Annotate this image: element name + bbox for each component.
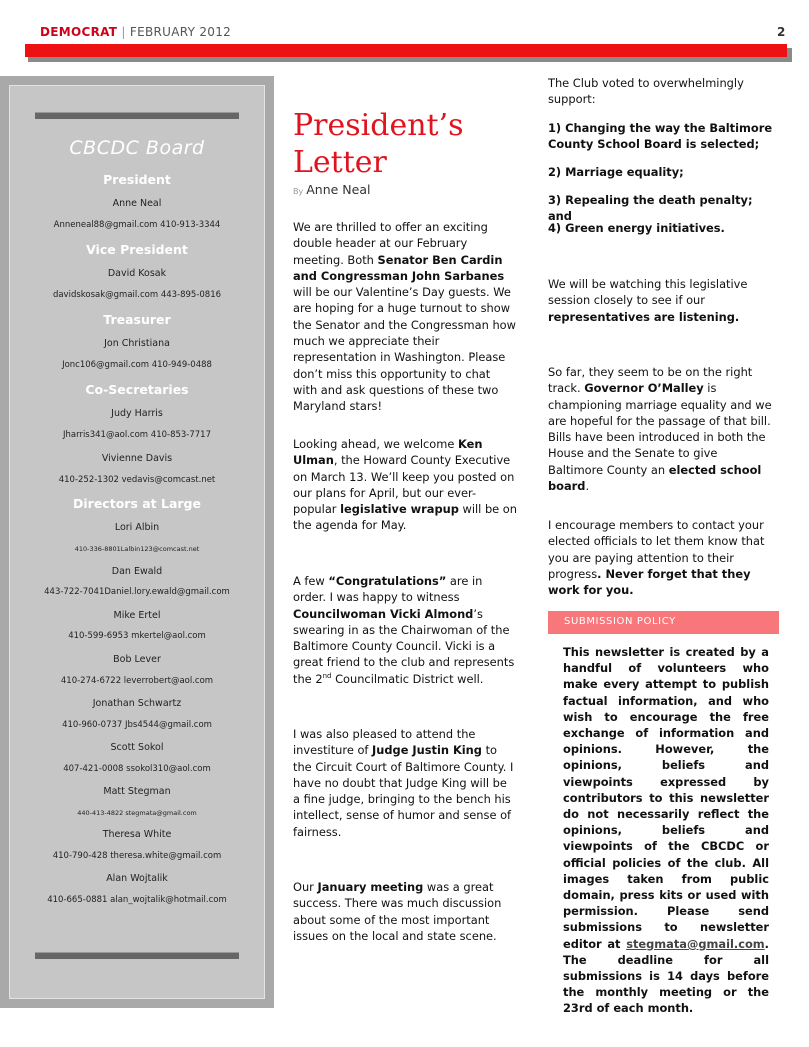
member-contact: 443-722-7041Daniel.lory.ewald@gmail.com [44, 587, 230, 597]
submission-policy-heading: SUBMISSION POLICY [564, 616, 676, 627]
byline [293, 182, 370, 197]
member-name: Jonathan Schwartz [92, 698, 182, 709]
member-contact: 410-665-0881 alan_wojtalik@hotmail.com [47, 895, 227, 905]
member-contact: 407-421-0008 ssokol310@aol.com [63, 764, 211, 774]
member-name: Theresa White [102, 829, 172, 840]
member-contact: 410-252-1302 vedavis@comcast.net [58, 475, 216, 485]
member-name: Mike Ertel [113, 610, 161, 621]
running-header [40, 25, 231, 39]
sidebar-bottom-rule [35, 952, 239, 959]
role-treasurer: Treasurer [103, 312, 171, 327]
author-name: Anne Neal [306, 182, 371, 197]
page-number: 2 [777, 25, 786, 39]
member-contact: Jharris341@aol.com 410-853-7717 [63, 430, 211, 440]
member-name: Lori Albin [114, 522, 160, 533]
header-red-bar [25, 44, 787, 57]
vote-item: 1) Changing the way the Baltimore County School Board is selected; [548, 121, 773, 152]
member-contact: 410-274-6722 leverrobert@aol.com [60, 676, 214, 686]
header-separator: | [121, 25, 126, 39]
member-name: Jon Christiana [104, 338, 170, 349]
member-name: Matt Stegman [103, 786, 171, 797]
right-paragraph: So far, they seem to be on the right track. Governor O’Malley is championing marriage equality and we are hopeful for the passage of that bill. Bills have been introduced in both the House and the Senate to give Baltimore County an elected school board. [548, 365, 772, 494]
vote-item: 4) Green energy initiatives. [548, 221, 725, 235]
member-contact: 410-960-0737 Jbs4544@gmail.com [62, 720, 212, 730]
right-paragraph: I encourage members to contact your elected officials to let them know that you are paying attention to their progress. Never forget that they work for you. [548, 518, 765, 598]
editor-email-link[interactable]: stegmata@gmail.com [626, 936, 765, 951]
byline-prefix: By [293, 187, 304, 196]
member-contact: Jonc106@gmail.com 410-949-0488 [62, 360, 212, 370]
submission-policy-header [548, 611, 779, 634]
sidebar-title: CBCDC Board [69, 137, 205, 159]
member-name: Alan Wojtalik [106, 873, 168, 884]
issue-date: FEBRUARY 2012 [129, 25, 232, 39]
article-title: President’s Letter [293, 108, 464, 180]
letter-paragraph: Our January meeting was a great success. There was much discussion about some of the most important issues on the local and state scene. [293, 880, 502, 943]
role-president: President [103, 172, 171, 187]
member-name: Vivienne Davis [101, 453, 173, 464]
vote-item: 3) Repealing the death penalty; and [548, 193, 753, 224]
letter-paragraph: I was also pleased to attend the investiture of Judge Justin King to the Circuit Court of Baltimore County. I have no doubt that Judge King will be a fine judge, bringing to the bench his intellect, sense of humor and sense of fairness. [293, 727, 514, 839]
club-vote-intro: The Club voted to overwhelmingly support: [548, 76, 744, 107]
member-contact: Anneneal88@gmail.com 410-913-3344 [53, 220, 221, 230]
member-name: Judy Harris [111, 408, 163, 419]
member-name: David Kosak [107, 268, 167, 279]
letter-paragraph: We are thrilled to offer an exciting double header at our February meeting. Both Senator Ben Cardin and Congressman John Sarbanes will be our Valentine’s Day guests. We are hoping for a huge turnout to show the Senator and the Congressman how much we appreciate their representation in Washington. Please don’t miss this opportunity to chat with and ask questions of these two Maryland stars! [293, 220, 516, 414]
submission-policy-body: This newsletter is created by a handful of volunteers who make every attempt to publish factual information, and who wish to encourage the free exchange of information and opinions. However, the opinions, beliefs and viewpoints expressed by contributors to this newsletter do not necessarily reflect the opinions, beliefs and viewpoints of the CBCDC or official policies of the club. All images taken from public domain, press kits or used with permission. Please send submissions to newsletter editor at stegmata@gmail.com. The deadline for all submissions is 14 days before the monthly meeting or the 23rd of each month. [563, 645, 769, 1016]
letter-paragraph: Looking ahead, we welcome Ken Ulman, the Howard County Executive on March 13. We’ll keep you posted on our plans for April, but our ever-popular legislative wrapup will be on the agenda for May. [293, 437, 517, 533]
member-contact: 440-413-4822 stegmata@gmail.com [77, 809, 197, 817]
sidebar-top-rule [35, 112, 239, 119]
letter-paragraph: A few “Congratulations” are in order. I was happy to witness Councilwoman Vicki Almond’s swearing in as the Chairwoman of the Baltimore County Council. Vicki is a great friend to the club and represents the 2nd Councilmatic District well. [293, 574, 515, 686]
role-co-secretaries: Co-Secretaries [85, 382, 189, 397]
member-contact: 410-599-6953 mkertel@aol.com [68, 631, 206, 641]
role-directors-at-large: Directors at Large [73, 496, 201, 511]
role-vice-president: Vice President [86, 242, 188, 257]
member-name: Bob Lever [113, 654, 161, 665]
vote-item: 2) Marriage equality; [548, 165, 684, 179]
member-contact: 410-790-428 theresa.white@gmail.com [52, 851, 222, 861]
member-name: Dan Ewald [111, 566, 163, 577]
newsletter-brand: DEMOCRAT [40, 25, 118, 39]
right-paragraph: We will be watching this legislative session closely to see if our representatives are listening. [548, 277, 748, 324]
member-name: Anne Neal [112, 198, 162, 209]
member-name: Scott Sokol [110, 742, 164, 753]
member-contact: davidskosak@gmail.com 443-895-0816 [52, 290, 222, 300]
member-contact: 410-336-8801Lalbin123@comcast.net [74, 545, 200, 553]
